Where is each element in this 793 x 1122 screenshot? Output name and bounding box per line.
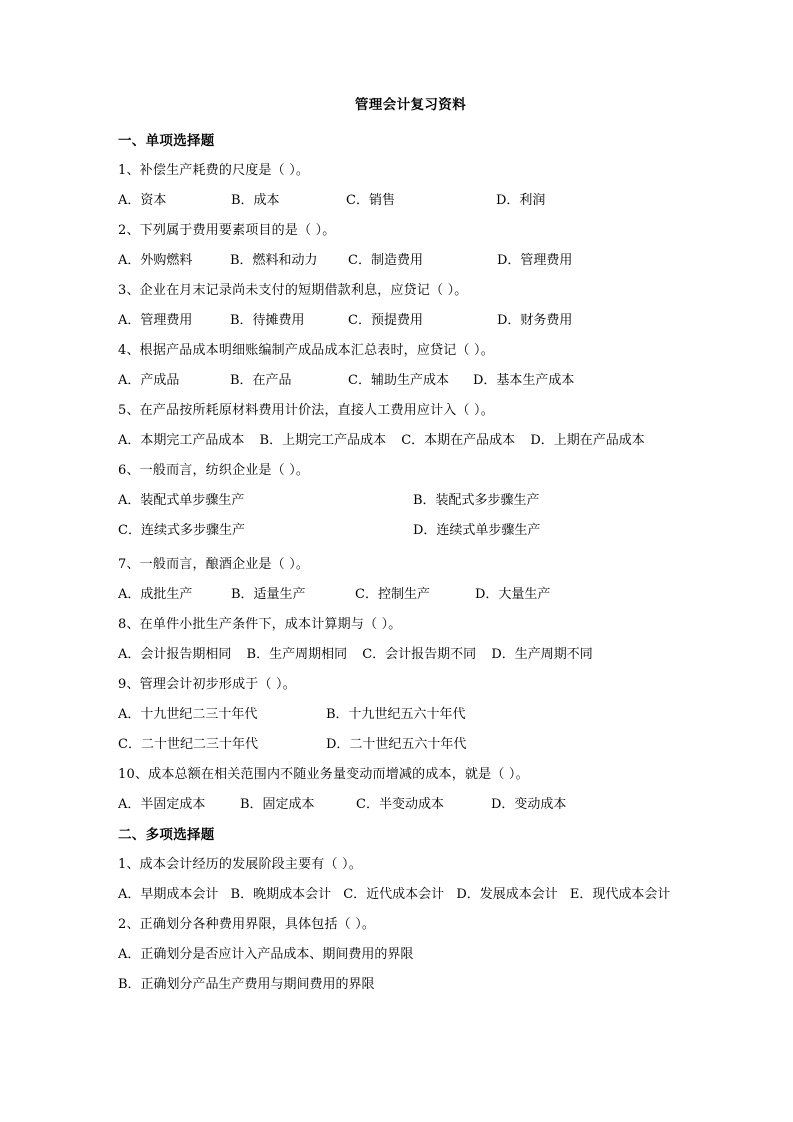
option-row: [118, 700, 693, 730]
option-choice[interactable]: B．燃料和动力: [230, 253, 318, 268]
option-choice[interactable]: A．外购燃料: [118, 253, 193, 268]
option-choice[interactable]: C．销售: [346, 193, 395, 208]
section-heading: 二、多项选择题: [118, 827, 215, 843]
document-body: [118, 92, 693, 1000]
option-choice[interactable]: A．十九世纪二三十年代: [118, 707, 258, 722]
option-choice[interactable]: D．生产周期不同: [491, 647, 593, 662]
option-choice[interactable]: D．变动成本: [491, 797, 567, 812]
question-item: [118, 456, 693, 550]
option-choice[interactable]: C．辅助生产成本: [348, 373, 449, 388]
question-item: [118, 670, 693, 760]
question-stem: 7、一般而言，酿酒企业是（ ）。: [118, 557, 310, 572]
option-choice[interactable]: C．预提费用: [348, 313, 423, 328]
option-row: [118, 366, 693, 396]
option-row: [118, 426, 693, 456]
option-choice[interactable]: A．产成品: [118, 373, 180, 388]
option-choice[interactable]: B．在产品: [230, 373, 292, 388]
option-choice[interactable]: C．本期在产品成本: [401, 433, 516, 448]
question-stem: 3、企业在月末记录尚未支付的短期借款利息，应贷记（ ）。: [118, 283, 468, 298]
option-choice[interactable]: B．晚期成本会计: [230, 887, 332, 902]
option-choice[interactable]: D．基本生产成本: [473, 373, 575, 388]
option-choice[interactable]: A．本期完工产品成本: [118, 433, 245, 448]
question-item: [118, 396, 693, 456]
option-choice[interactable]: D．上期在产品成本: [530, 433, 645, 448]
option-row: [118, 580, 693, 610]
option-choice[interactable]: A．早期成本会计: [118, 887, 219, 902]
option-choice[interactable]: C．连续式多步骤生产: [118, 523, 245, 538]
question-stem: 4、根据产品成本明细账编制产成品成本汇总表时，应贷记（ ）。: [118, 343, 494, 358]
option-row: [118, 880, 693, 910]
option-choice[interactable]: A．管理费用: [118, 313, 193, 328]
option-choice[interactable]: B．固定成本: [240, 797, 315, 812]
option-row: [118, 306, 693, 336]
question-stem: 10、成本总额在相关范围内不随业务量变动而增减的成本，就是（ ）。: [118, 767, 529, 782]
option-row: [118, 640, 693, 670]
option-choice[interactable]: C．制造费用: [348, 253, 423, 268]
option-choice[interactable]: D．利润: [496, 193, 546, 208]
option-choice[interactable]: A．半固定成本: [118, 797, 206, 812]
option-choice[interactable]: D．发展成本会计: [456, 887, 558, 902]
question-stem: 1、成本会计经历的发展阶段主要有（ ）。: [118, 857, 362, 872]
section-heading: 一、单项选择题: [118, 133, 215, 149]
question-item: [118, 850, 693, 910]
option-row: [118, 970, 693, 1000]
option-choice[interactable]: B．待摊费用: [230, 313, 305, 328]
section-single-choice: [118, 126, 693, 820]
question-item: [118, 156, 693, 216]
option-choice[interactable]: D．大量生产: [475, 587, 551, 602]
option-row: [118, 790, 693, 820]
question-item: [118, 216, 693, 276]
option-choice[interactable]: C．二十世纪二三十年代: [118, 737, 258, 752]
question-stem: 5、在产品按所耗原材料费用计价法，直接人工费用应计入（ ）。: [118, 403, 494, 418]
option-choice[interactable]: D．管理费用: [497, 253, 573, 268]
question-item: [118, 910, 693, 1000]
option-choice[interactable]: D．连续式单步骤生产: [413, 523, 541, 538]
option-row: [118, 940, 693, 970]
option-choice[interactable]: C．近代成本会计: [343, 887, 445, 902]
option-choice[interactable]: C．控制生产: [355, 587, 430, 602]
option-choice[interactable]: A．装配式单步骤生产: [118, 493, 245, 508]
section-multiple-choice: [118, 820, 693, 1000]
option-choice[interactable]: A．正确划分是否应计入产品成本、期间费用的界限: [118, 947, 414, 962]
option-row: [118, 730, 693, 760]
option-choice[interactable]: A．成批生产: [118, 587, 193, 602]
option-choice[interactable]: A．会计报告期相同: [118, 647, 232, 662]
question-stem: 2、正确划分各种费用界限，具体包括（ ）。: [118, 917, 376, 932]
question-stem: 9、管理会计初步形成于（ ）。: [118, 677, 296, 692]
question-item: [118, 610, 693, 670]
question-item: [118, 760, 693, 820]
option-choice[interactable]: D．二十世纪五六十年代: [326, 737, 467, 752]
option-row: [118, 486, 693, 516]
option-choice[interactable]: C．半变动成本: [356, 797, 444, 812]
option-row: [118, 246, 693, 276]
option-row: [118, 186, 693, 216]
option-choice[interactable]: B．装配式多步骤生产: [413, 493, 540, 508]
page-title: 管理会计复习资料: [354, 97, 467, 113]
option-choice[interactable]: B．上期完工产品成本: [259, 433, 387, 448]
option-choice[interactable]: B．十九世纪五六十年代: [326, 707, 466, 722]
question-item: [118, 550, 693, 610]
question-item: [118, 276, 693, 336]
question-stem: 2、下列属于费用要素项目的是（ ）。: [118, 223, 336, 238]
option-choice[interactable]: B．成本: [231, 193, 280, 208]
question-stem: 1、补偿生产耗费的尺度是（ ）。: [118, 163, 310, 178]
option-choice[interactable]: B．正确划分产品生产费用与期间费用的界限: [118, 977, 375, 992]
option-choice[interactable]: A．资本: [118, 193, 167, 208]
option-row: [118, 516, 693, 546]
question-stem: 6、一般而言，纺织企业是（ ）。: [118, 463, 310, 478]
option-choice[interactable]: E．现代成本会计: [569, 887, 671, 902]
question-stem: 8、在单件小批生产条件下，成本计算期与（ ）。: [118, 617, 402, 632]
option-choice[interactable]: B．生产周期相同: [246, 647, 348, 662]
question-item: [118, 336, 693, 396]
option-choice[interactable]: B．适量生产: [231, 587, 306, 602]
option-choice[interactable]: C．会计报告期不同: [362, 647, 477, 662]
option-choice[interactable]: D．财务费用: [497, 313, 573, 328]
